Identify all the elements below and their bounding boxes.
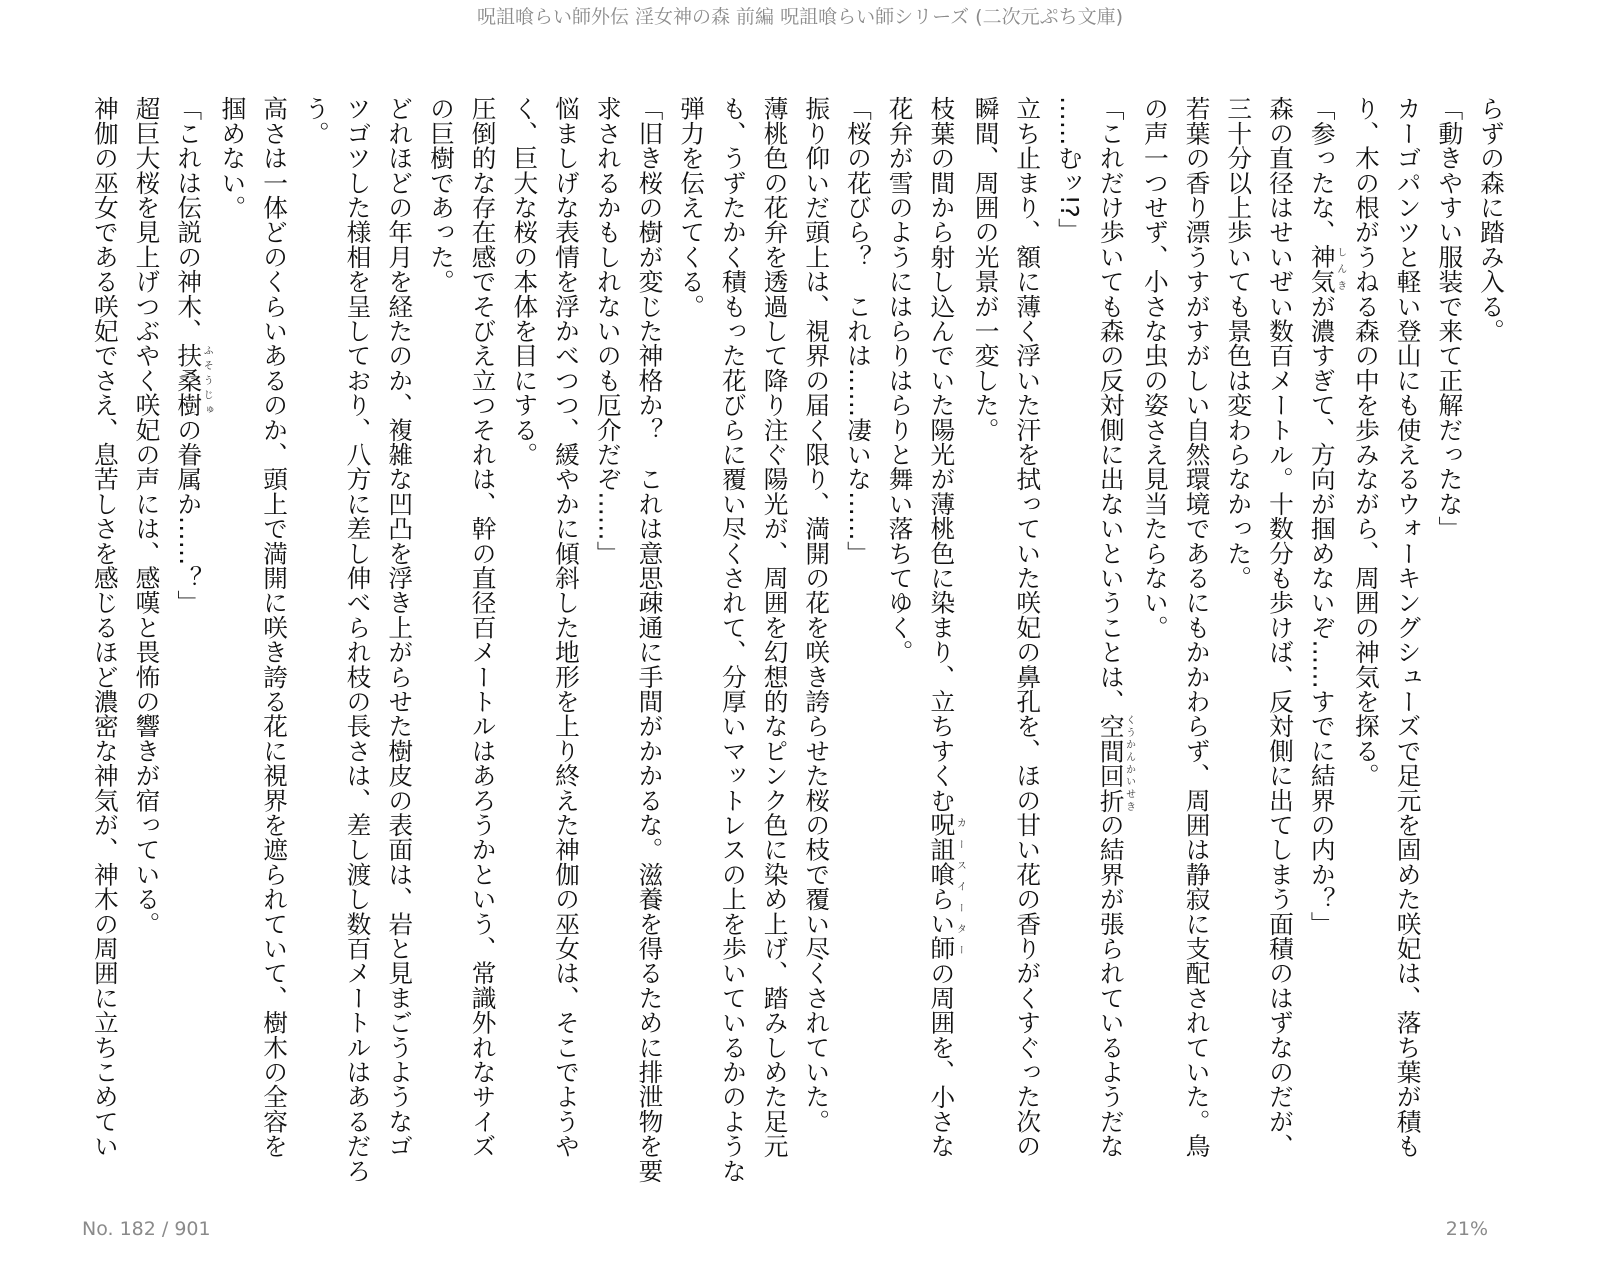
ruby-reading: しんき xyxy=(1334,244,1346,294)
reading-page[interactable] xyxy=(82,96,1512,1183)
text-line xyxy=(504,96,546,1168)
text-line xyxy=(629,96,671,1183)
text-segment: 「桜の花びら？ これは……凄いな……」 xyxy=(843,96,873,566)
text-segment: ……むッ!?」 xyxy=(1054,96,1084,243)
text-segment: り、木の根がうねる森の中を歩みながら、周囲の神気を探る。 xyxy=(1351,96,1381,788)
ruby-base: 空間回折 xyxy=(1096,713,1126,813)
ruby-reading: くうかんかいせき xyxy=(1123,713,1135,813)
text-segment: 求されるかもしれないのも厄介だぞ……」 xyxy=(593,96,623,566)
text-segment: の結界が張られているようだな xyxy=(1096,812,1126,1159)
text-line xyxy=(587,96,629,1168)
text-line xyxy=(1048,96,1090,1168)
text-line xyxy=(1176,96,1218,1168)
text-segment: 圧倒的な存在感でそびえ立つそれは、幹の直径百メートルはあろうかという、常識外れなサイズ xyxy=(468,96,498,1159)
text-segment: 枝葉の間から射し込んでいた陽光が薄桃色に染まり、立ちすくむ xyxy=(927,96,957,813)
text-segment: の周囲を、小さな xyxy=(927,960,957,1159)
text-segment: 「これは伝説の神木、 xyxy=(174,96,204,343)
text-segment: 超巨大桜を見上げつぶやく咲妃の声には、感嘆と畏怖の響きが宿っている。 xyxy=(132,96,162,936)
text-segment: ツゴツした様相を呈しており、八方に差し伸べられ枝の長さは、差し渡し数百メートルはあるだろ xyxy=(343,96,373,1183)
text-line xyxy=(1259,96,1301,1168)
text-segment: 高さは一体どのくらいあるのか、頭上で満開に咲き誇る花に視界を遮られていて、樹木の全容を xyxy=(260,96,290,1159)
text-line xyxy=(379,96,421,1168)
ruby-base: 扶桑樹 xyxy=(174,343,204,418)
text-line xyxy=(462,96,504,1168)
text-segment: 「これだけ歩いても森の反対側に出ないということは、 xyxy=(1096,96,1126,714)
text-segment: 薄桃色の花弁を透過して降り注ぐ陽光が、周囲を幻想的なピンク色に染め上げ、踏みしめた足元 xyxy=(760,96,790,1159)
text-segment: の巨樹であった。 xyxy=(426,96,456,294)
text-segment: 花弁が雪のようにはらりはらりと舞い落ちてゆく。 xyxy=(885,96,915,665)
text-segment: の声一つせず、小さな虫の姿さえ見当たらない。 xyxy=(1140,96,1170,640)
ruby-word xyxy=(1307,244,1346,294)
text-segment: 「旧き桜の樹が変じた神格か？ これは意思疎通に手間がかかるな。滋養を得るために排泄物を要 xyxy=(635,96,665,1183)
text-segment: 掴めない。 xyxy=(218,96,248,220)
ruby-reading: カースイーター xyxy=(954,812,966,961)
text-line xyxy=(212,96,254,1168)
text-line xyxy=(84,96,126,1168)
text-line xyxy=(337,96,379,1183)
text-line xyxy=(1134,96,1176,1168)
text-line xyxy=(168,96,212,1168)
text-line xyxy=(253,96,295,1168)
text-segment: 森の直径はせいぜい数百メートル。十数分も歩けば、反対側に出てしまう面積のはずなのだが、 xyxy=(1265,96,1295,1159)
text-line xyxy=(1007,96,1049,1168)
location-indicator[interactable]: No. 182 / 901 xyxy=(82,1218,211,1240)
progress-percent: 21% xyxy=(1445,1218,1488,1240)
ruby-base: 神気 xyxy=(1307,244,1337,294)
ruby-base: 呪詛喰らい師 xyxy=(927,812,957,961)
text-line xyxy=(1345,96,1387,1168)
text-line xyxy=(921,96,965,1168)
text-line xyxy=(1429,96,1471,1168)
text-segment: 「参ったな、 xyxy=(1307,96,1337,245)
text-line xyxy=(295,96,337,1168)
text-segment: 振り仰いだ頭上は、視界の届く限り、満開の花を咲き誇らせた桜の枝で覆い尽くされていた。 xyxy=(802,96,832,1134)
text-segment: らずの森に踏み入る。 xyxy=(1477,96,1506,343)
text-line xyxy=(545,96,587,1168)
text-line xyxy=(1218,96,1260,1168)
text-segment: 弾力を伝えてくる。 xyxy=(677,96,707,319)
text-segment: く、巨大な桜の本体を目にする。 xyxy=(510,96,540,467)
text-segment: も、うずたかく積もった花びらに覆い尽くされて、分厚いマットレスの上を歩いているかのような xyxy=(718,96,748,1183)
text-segment: どれほどの年月を経たのか、複雑な凹凸を浮き上がらせた樹皮の表面は、岩と見まごうようなゴ xyxy=(385,96,415,1159)
text-line xyxy=(670,96,712,1168)
text-line xyxy=(754,96,796,1168)
text-segment: 瞬間、周囲の光景が一変した。 xyxy=(971,96,1001,442)
text-line xyxy=(796,96,838,1168)
ruby-reading: ふそうじゅ xyxy=(201,343,213,418)
text-segment: 若葉の香り漂うすがすがしい自然環境であるにもかかわらず、周囲は静寂に支配されていた。鳥 xyxy=(1182,96,1212,1159)
text-line xyxy=(1301,96,1345,1168)
ruby-word xyxy=(174,343,213,418)
text-line xyxy=(837,96,879,1168)
text-line xyxy=(1090,96,1134,1168)
text-line xyxy=(420,96,462,1168)
text-segment: 「動きやすい服装で来て正解だったな」 xyxy=(1435,96,1465,541)
text-segment: カーゴパンツと軽い登山にも使えるウォーキングシューズで足元を固めた咲妃は、落ち葉が積も xyxy=(1393,96,1423,1159)
text-segment: 立ち止まり、額に薄く浮いた汗を拭っていた咲妃の鼻孔を、ほの甘い花の香りがくすぐった次の xyxy=(1013,96,1043,1159)
text-line xyxy=(965,96,1007,1168)
text-line xyxy=(1387,96,1429,1168)
ruby-word xyxy=(927,812,966,961)
text-line xyxy=(1470,96,1512,1168)
book-title: 呪詛喰らい師外伝 淫女神の森 前編 呪詛喰らい師シリーズ (二次元ぷち文庫) xyxy=(476,6,1124,28)
text-line xyxy=(712,96,754,1183)
text-segment: の眷属か……？」 xyxy=(174,417,204,615)
text-segment: が濃すぎて、方向が掴めないぞ……すでに結界の内か？」 xyxy=(1307,293,1337,936)
text-segment: う。 xyxy=(301,96,331,146)
text-segment: 三十分以上歩いても景色は変わらなかった。 xyxy=(1224,96,1254,590)
text-line xyxy=(126,96,168,1168)
text-segment: 悩ましげな表情を浮かべつつ、緩やかに傾斜した地形を上り終えた神伽の巫女は、そこでようや xyxy=(552,96,582,1159)
text-line xyxy=(879,96,921,1168)
text-segment: 神伽の巫女である咲妃でさえ、息苦しさを感じるほど濃密な神気が、神木の周囲に立ちこめてい xyxy=(90,96,120,1159)
ruby-word xyxy=(1096,713,1135,813)
